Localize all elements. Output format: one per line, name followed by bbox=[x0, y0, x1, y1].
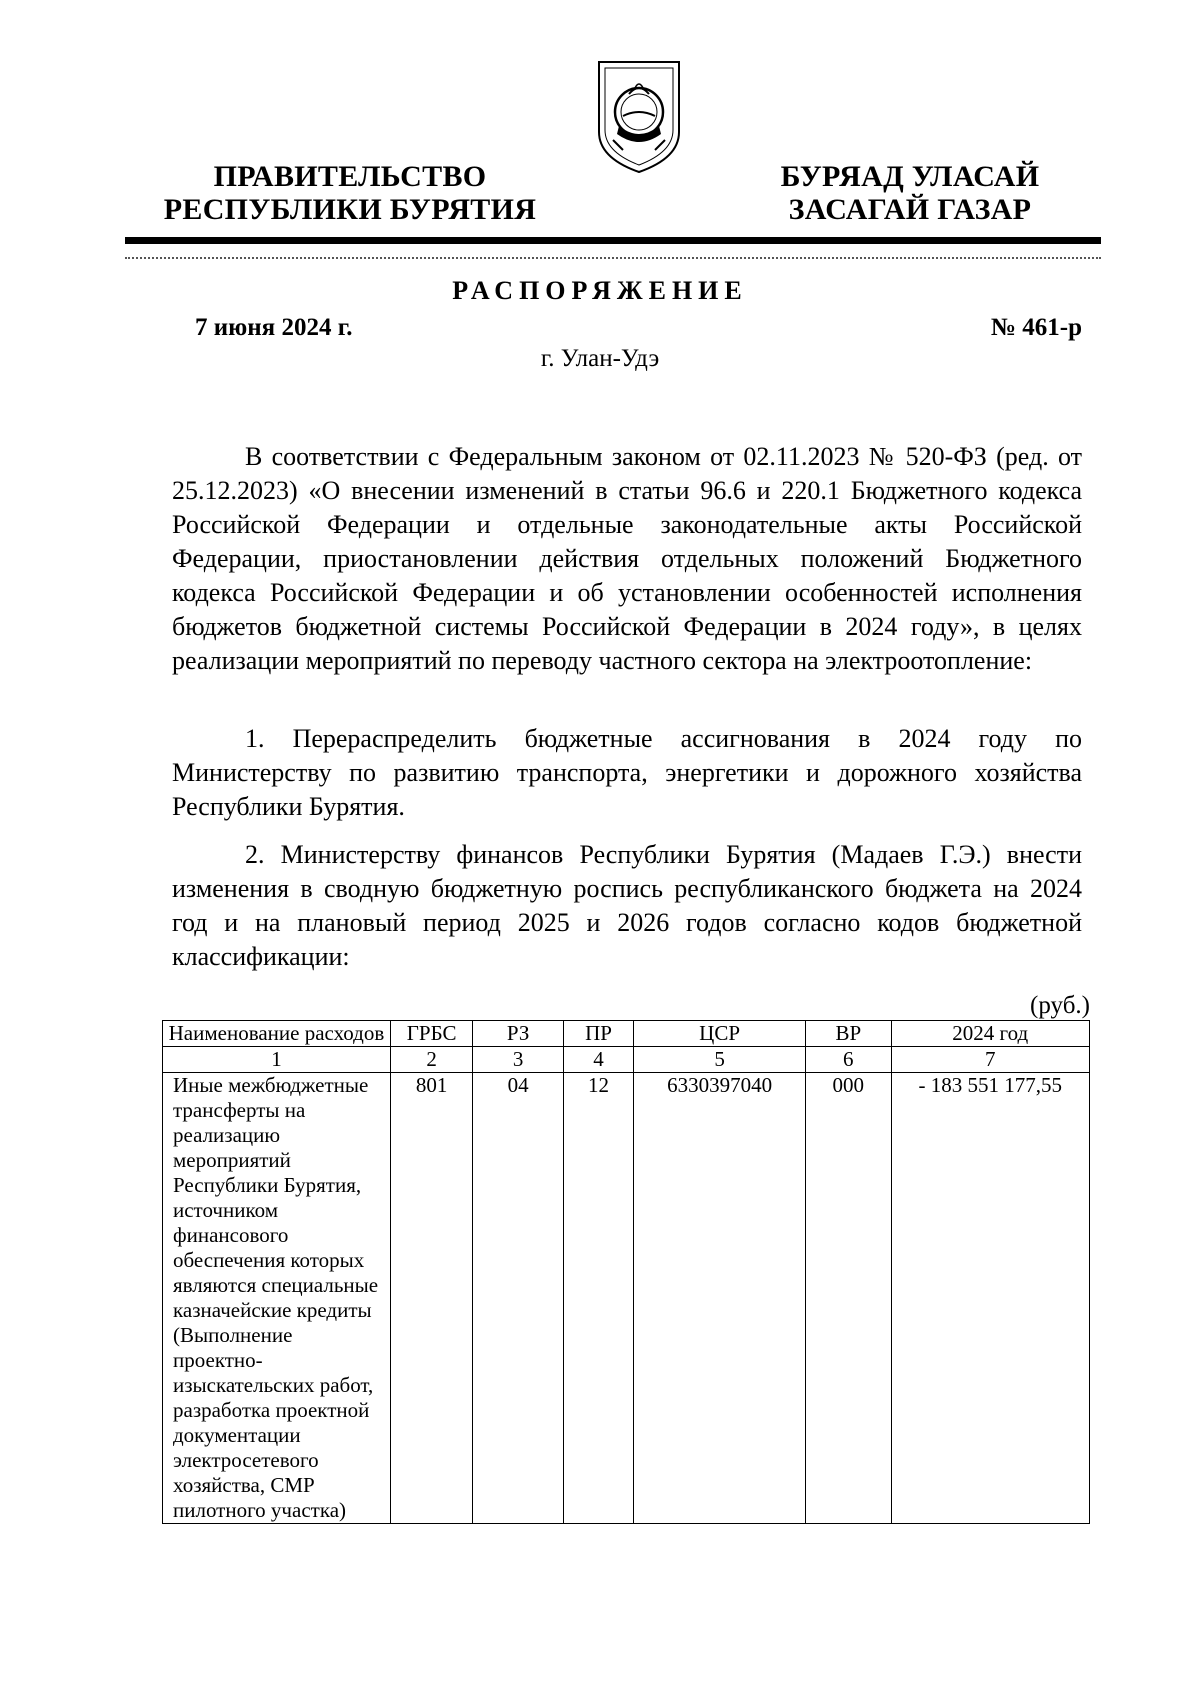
government-name-bur bbox=[760, 160, 1060, 226]
document-date: 7 июня 2024 г. bbox=[195, 314, 353, 341]
column-number: 7 bbox=[891, 1047, 1089, 1073]
document-number: № 461-р bbox=[990, 314, 1082, 341]
government-name-ru-line1: ПРАВИТЕЛЬСТВО bbox=[213, 160, 487, 193]
government-name-ru bbox=[160, 160, 540, 226]
rz-cell: 04 bbox=[473, 1073, 564, 1524]
header-rz: РЗ bbox=[473, 1021, 564, 1047]
column-number: 4 bbox=[563, 1047, 633, 1073]
expense-name-cell: Иные межбюджетные трансферты на реализацию мероприятий Республики Бурятия, источником финансового обеспечения которых являются специальные казначейские кредиты (Выполнение проектно-изыскательских работ, разработка проектной документации электросетевого хозяйства, СМР пилотного участка) bbox=[163, 1073, 391, 1524]
header-name: Наименование расходов bbox=[163, 1021, 391, 1047]
header-amount-2024: 2024 год bbox=[891, 1021, 1089, 1047]
amount-2024-cell: - 183 551 177,55 bbox=[891, 1073, 1089, 1524]
csr-cell: 6330397040 bbox=[634, 1073, 806, 1524]
currency-unit-label: (руб.) bbox=[1030, 992, 1090, 1019]
header-grbs: ГРБС bbox=[390, 1021, 472, 1047]
document-city: г. Улан-Удэ bbox=[540, 345, 660, 372]
column-number: 2 bbox=[390, 1047, 472, 1073]
vr-cell: 000 bbox=[806, 1073, 891, 1524]
government-name-ru-line2: РЕСПУБЛИКИ БУРЯТИЯ bbox=[163, 193, 537, 226]
table-column-numbers-row bbox=[163, 1047, 1090, 1073]
clause-2-paragraph: 2. Министерству финансов Республики Бурятия (Мадаев Г.Э.) внести изменения в сводную бюджетную роспись республиканского бюджета на 2024 год и на плановый период 2025 и 2026 годов согласно кодов бюджетной классификации: bbox=[172, 840, 1082, 971]
header-pr: ПР bbox=[563, 1021, 633, 1047]
budget-table bbox=[162, 1020, 1090, 1524]
column-number: 1 bbox=[163, 1047, 391, 1073]
government-name-bur-line1: БУРЯАД УЛАСАЙ bbox=[780, 160, 1040, 193]
column-number: 3 bbox=[473, 1047, 564, 1073]
coat-of-arms-emblem bbox=[593, 54, 685, 176]
preamble-paragraph: В соответствии с Федеральным законом от 02.11.2023 № 520-ФЗ (ред. от 25.12.2023) «О внесении изменений в статьи 96.6 и 220.1 Бюджетного кодекса Российской Федерации и отдельные законодательные акты Российской Федерации, приостановлении действия отдельных положений Бюджетного кодекса Российской Федерации и об установлении особенностей исполнения бюджетов бюджетной системы Российской Федерации в 2024 году», в целях реализации мероприятий по переводу частного сектора на электроотопление: bbox=[172, 442, 1082, 675]
header-vr: ВР bbox=[806, 1021, 891, 1047]
column-number: 5 bbox=[634, 1047, 806, 1073]
government-name-bur-line2: ЗАСАГАЙ ГАЗАР bbox=[788, 193, 1032, 226]
column-number: 6 bbox=[806, 1047, 891, 1073]
header-divider-thick bbox=[125, 237, 1101, 244]
pr-cell: 12 bbox=[563, 1073, 633, 1524]
grbs-cell: 801 bbox=[390, 1073, 472, 1524]
clause-1-paragraph: 1. Перераспределить бюджетные ассигнования в 2024 году по Министерству по развитию транспорта, энергетики и дорожного хозяйства Республики Бурятия. bbox=[172, 724, 1082, 821]
header-csr: ЦСР bbox=[634, 1021, 806, 1047]
document-title: РАСПОРЯЖЕНИЕ bbox=[452, 276, 748, 305]
table-header-row bbox=[163, 1021, 1090, 1047]
table-row bbox=[163, 1073, 1090, 1524]
header-divider-thin bbox=[125, 257, 1101, 259]
